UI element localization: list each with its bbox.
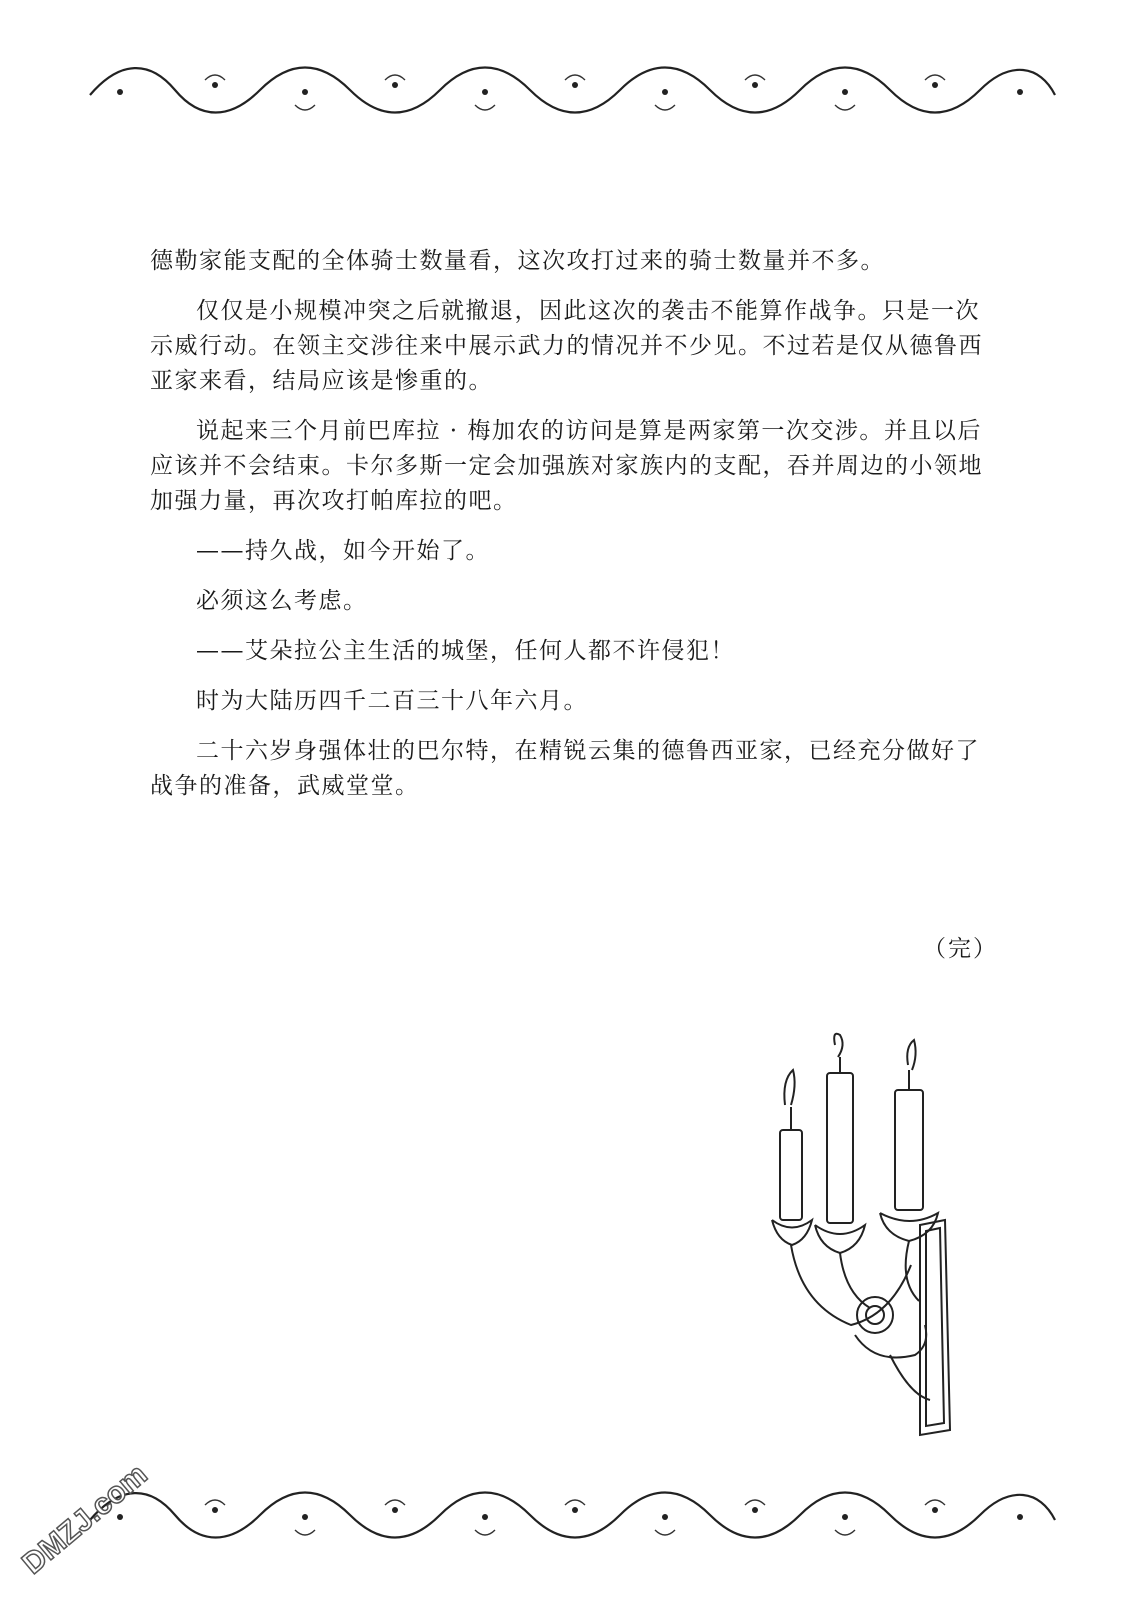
paragraph-1: 德勒家能支配的全体骑士数量看，这次攻打过来的骑士数量并不多。 (150, 248, 885, 274)
paragraph-7: 时为大陆历四千二百三十八年六月。 (196, 688, 588, 714)
watermark-text: DMZJ.com (16, 1457, 154, 1581)
top-ornamental-border (80, 50, 1064, 140)
paragraph-4: ——持久战，如今开始了。 (196, 538, 490, 564)
candelabra-illustration (780, 1035, 1010, 1460)
paragraph-5: 必须这么考虑。 (196, 588, 368, 614)
paragraph-6: ——艾朵拉公主生活的城堡，任何人都不许侵犯！ (196, 638, 735, 664)
end-mark: （完） (923, 936, 998, 962)
paragraph-3: 说起来三个月前巴库拉 · 梅加农的访问是算是两家第一次交涉。并且以后应该并不会结束。卡尔多斯一定会加强族对家族内的支配，吞并周边的小领地加强力量，再次攻打帕库拉的吧。 (150, 418, 983, 514)
paragraph-8: 二十六岁身强体壮的巴尔特，在精锐云集的德鲁西亚家，已经充分做好了战争的准备，武威堂堂。 (150, 738, 980, 799)
paragraph-2: 仅仅是小规模冲突之后就撤退，因此这次的袭击不能算作战争。只是一次示威行动。在领主交涉往来中展示武力的情况并不少见。不过若是仅从德鲁西亚家来看，结局应该是惨重的。 (150, 298, 983, 394)
bottom-ornamental-border (80, 1475, 1064, 1565)
body-text (150, 244, 1000, 819)
watermark-logo (8, 1457, 154, 1590)
